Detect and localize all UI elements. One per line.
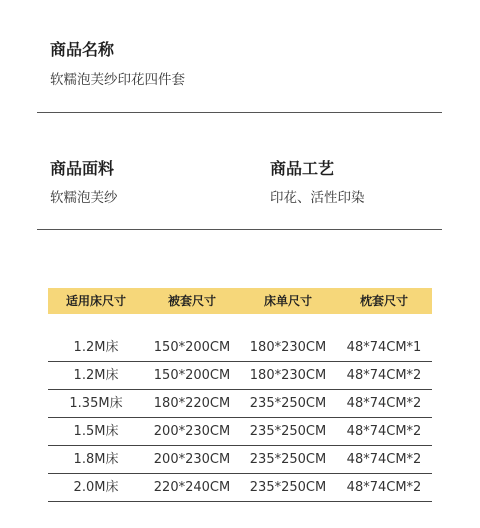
table-row — [48, 390, 432, 418]
cell-duvet-size: 220*240CM — [153, 480, 231, 495]
header-bed-size: 适用床尺寸 — [65, 294, 126, 308]
cell-sheet-size: 180*230CM — [249, 340, 327, 355]
cell-bed-size: 1.5M床 — [73, 424, 119, 439]
table-row — [48, 362, 432, 390]
header-pillowcase-size: 枕套尺寸 — [359, 294, 408, 308]
size-table-header — [48, 288, 432, 314]
cell-duvet-size: 150*200CM — [153, 340, 231, 355]
cell-duvet-size: 200*230CM — [153, 424, 231, 439]
table-row — [48, 474, 432, 502]
table-row — [48, 418, 432, 446]
cell-pillowcase-size: 48*74CM*2 — [346, 452, 422, 467]
cell-bed-size: 2.0M床 — [73, 480, 119, 495]
craft-value: 印花、活性印染 — [270, 190, 365, 206]
header-sheet-size: 床单尺寸 — [263, 294, 312, 308]
cell-bed-size: 1.8M床 — [73, 452, 119, 467]
divider — [37, 229, 442, 230]
cell-bed-size: 1.2M床 — [73, 340, 119, 355]
cell-bed-size: 1.2M床 — [73, 368, 119, 383]
header-duvet-size: 被套尺寸 — [167, 294, 216, 308]
cell-duvet-size: 150*200CM — [153, 368, 231, 383]
divider — [37, 112, 442, 113]
product-name-value: 软糯泡芙纱印花四件套 — [50, 72, 185, 88]
table-row — [48, 446, 432, 474]
table-row — [48, 334, 432, 362]
craft-title: 商品工艺 — [270, 159, 335, 178]
cell-sheet-size: 235*250CM — [249, 424, 327, 439]
cell-duvet-size: 200*230CM — [153, 452, 231, 467]
cell-pillowcase-size: 48*74CM*2 — [346, 368, 422, 383]
cell-duvet-size: 180*220CM — [153, 396, 231, 411]
cell-sheet-size: 235*250CM — [249, 396, 327, 411]
cell-bed-size: 1.35M床 — [69, 396, 123, 411]
fabric-value: 软糯泡芙纱 — [50, 190, 118, 206]
cell-sheet-size: 235*250CM — [249, 452, 327, 467]
cell-sheet-size: 235*250CM — [249, 480, 327, 495]
fabric-title: 商品面料 — [50, 159, 115, 178]
row-divider — [48, 501, 432, 502]
cell-pillowcase-size: 48*74CM*2 — [346, 424, 422, 439]
cell-pillowcase-size: 48*74CM*1 — [346, 340, 422, 355]
product-name-title: 商品名称 — [50, 40, 115, 59]
cell-pillowcase-size: 48*74CM*2 — [346, 396, 422, 411]
cell-pillowcase-size: 48*74CM*2 — [346, 480, 422, 495]
cell-sheet-size: 180*230CM — [249, 368, 327, 383]
